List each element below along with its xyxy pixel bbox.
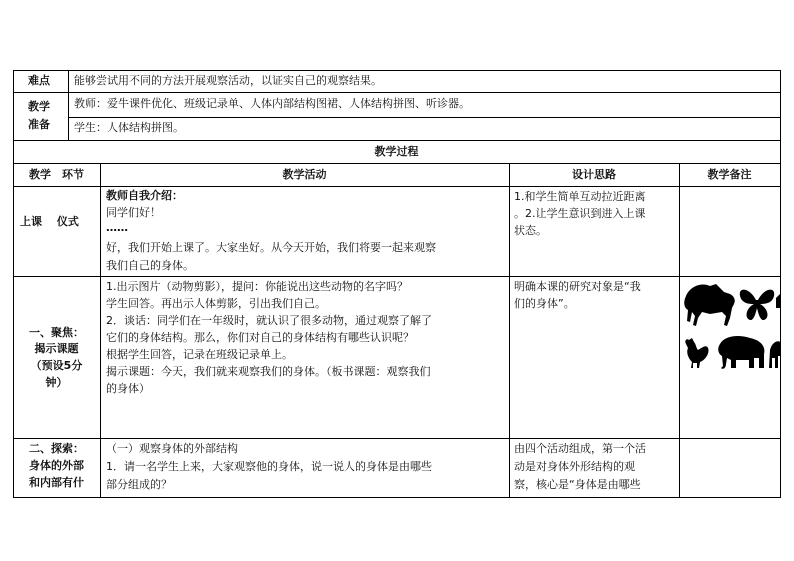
animal-silhouette-icon xyxy=(769,341,780,368)
header-activity: 教学活动 xyxy=(282,168,327,181)
r1-design-line: 状态。 xyxy=(514,224,547,237)
r1-stage: 上课 仪式 xyxy=(20,215,79,228)
r3-design-line: 动是对身体外形结构的观 xyxy=(514,460,635,473)
r1-design-line: 1.和学生简单互动拉近距离 xyxy=(514,190,646,203)
r3-stage-line: 身体的外部 xyxy=(29,459,84,472)
r1-activity-line: 好，我们开始上课了。大家坐好。从今天开始，我们将要一起来观察 xyxy=(106,241,436,254)
table-border xyxy=(13,186,780,187)
table-border xyxy=(68,117,780,118)
r2-stage-line: 揭示课题 xyxy=(34,342,79,355)
r1-design-line: 。2.让学生意识到进入上课 xyxy=(514,207,646,220)
table-border xyxy=(13,163,780,164)
r3-stage-line: 二、探索： xyxy=(29,442,84,455)
table-border xyxy=(13,140,780,141)
table-border xyxy=(13,438,780,439)
r2-design-line: 明确本课的研究对象是“我 xyxy=(514,280,641,293)
prep-student: 学生：人体结构拼图。 xyxy=(74,121,184,134)
process-title: 教学过程 xyxy=(374,145,419,158)
r3-activity-line: 1．请一名学生上来，大家观察他的身体，说一说人的身体是由哪些 xyxy=(106,460,432,473)
r2-activity-line: 2．谈话：同学们在一年级时，就认识了很多动物，通过观察了解了 xyxy=(106,314,432,327)
r1-activity-line: 我们自己的身体。 xyxy=(106,259,194,272)
horse-silhouette-icon xyxy=(684,284,735,326)
difficulty-label: 难点 xyxy=(28,74,50,87)
table-border xyxy=(13,92,780,93)
table-border xyxy=(13,70,780,71)
difficulty-text: 能够尝试用不同的方法开展观察活动，以证实自己的观察结果。 xyxy=(74,74,382,87)
r2-activity-line: 的身体） xyxy=(106,382,150,395)
table-border xyxy=(100,163,101,498)
r2-design-line: 们的身体”。 xyxy=(514,297,575,310)
r2-activity-line: 它们的身体结构。那么，你们对自己的身体结构有哪些认识呢？ xyxy=(106,331,414,344)
header-stage: 教学 环节 xyxy=(29,168,84,181)
elephant-silhouette-icon xyxy=(718,336,764,369)
animal-silhouette-icon xyxy=(776,294,780,308)
r2-activity-line: 根据学生回答，记录在班级记录单上。 xyxy=(106,348,293,361)
table-border xyxy=(13,276,780,277)
prep-label-bottom: 准备 xyxy=(28,118,50,131)
r1-activity-line: …… xyxy=(106,221,128,234)
r3-stage-line: 和内部有什 xyxy=(29,476,84,489)
header-design: 设计思路 xyxy=(572,168,616,181)
table-border xyxy=(68,70,69,140)
table-border xyxy=(13,70,14,498)
r2-activity-line: 学生回答。再出示人体剪影，引出我们自己。 xyxy=(106,297,326,310)
r2-stage-line: 一、聚焦： xyxy=(29,326,84,339)
prep-teacher: 教师：爱牛课件优化、班级记录单、人体内部结构图裙、人体结构拼图、听诊器。 xyxy=(74,97,470,110)
prep-label-top: 教学 xyxy=(28,100,50,113)
r3-design-line: 由四个活动组成，第一个活 xyxy=(514,442,646,455)
animal-silhouettes-image xyxy=(680,278,780,376)
table-border xyxy=(780,70,781,498)
r2-activity-line: 1.出示图片（动物剪影），提问：你能说出这些动物的名字吗？ xyxy=(106,280,408,293)
r3-design-line: 察，核心是“身体是由哪些 xyxy=(514,478,641,491)
r2-activity-line: 揭示课题：今天，我们就来观察我们的身体。（板书课题：观察我们 xyxy=(106,365,431,378)
r1-activity-line: 教师自我介绍： xyxy=(106,189,183,202)
r2-stage-line: 钟） xyxy=(45,376,68,389)
header-notes: 教学备注 xyxy=(707,168,752,181)
table-border xyxy=(13,497,780,498)
table-border xyxy=(509,163,510,498)
r3-activity-line: 部分组成的？ xyxy=(106,478,172,491)
rooster-silhouette-icon xyxy=(685,338,708,368)
butterfly-silhouette-icon xyxy=(740,290,774,320)
r2-stage-line: （预设5分 xyxy=(30,359,83,372)
r1-activity-line: 同学们好！ xyxy=(106,206,161,219)
r3-activity-line: （一）观察身体的外部结构 xyxy=(106,442,238,455)
